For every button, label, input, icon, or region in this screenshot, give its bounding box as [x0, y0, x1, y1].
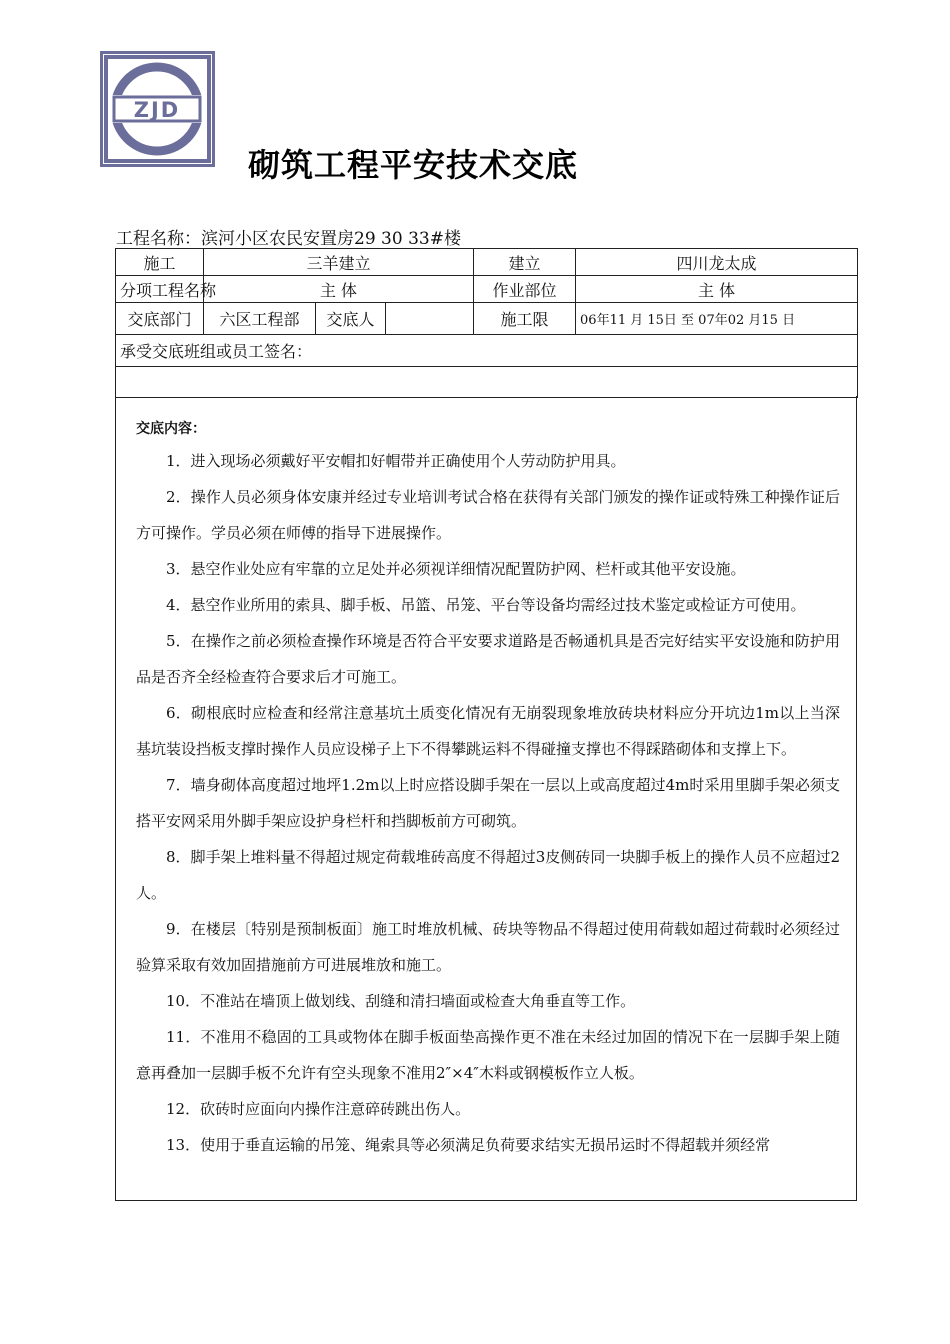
briefer-value	[386, 303, 474, 335]
table-row	[116, 367, 858, 398]
work-location-label: 作业部位	[474, 276, 576, 303]
content-item-12: 12．砍砖时应面向内操作注意碎砖跳出伤人。	[166, 1100, 471, 1118]
content-heading: 交底内容：	[136, 421, 206, 437]
info-table	[115, 248, 858, 398]
table-row	[116, 249, 858, 276]
content-item-7: 7．墙身砌体高度超过地坪1.2m以上时应搭设脚手架在一层以上或高度超过4m时采用里脚手架必须支搭平安网采用外脚手架应设护身栏杆和挡脚板前方可砌筑。	[136, 776, 840, 830]
department-label: 交底部门	[116, 303, 204, 335]
sub-project-label: 分项工程名称	[116, 276, 204, 303]
table-row	[116, 335, 858, 367]
briefer-label: 交底人	[316, 303, 386, 335]
table-row	[116, 276, 858, 303]
content-item-11: 11．不准用不稳固的工具或物体在脚手板面垫高操作更不准在未经过加固的情况下在一层脚手架上随意再叠加一层脚手板不允许有空头现象不准用2″×4″木料或钢模板作立人板。	[136, 1028, 840, 1082]
supervision-label: 建立	[474, 249, 576, 276]
project-name-value: 滨河小区农民安置房29 30 33#楼	[201, 229, 461, 249]
content-item-9: 9．在楼层〔特别是预制板面〕施工时堆放机械、砖块等物品不得超过使用荷载如超过荷载时必须经过验算采取有效加固措施前方可进展堆放和施工。	[136, 920, 840, 974]
content-item-5: 5．在操作之前必须检查操作环境是否符合平安要求道路是否畅通机具是否完好结实平安设施和防护用品是否齐全经检查符合要求后才可施工。	[136, 632, 840, 686]
department-value: 六区工程部	[204, 303, 316, 335]
content-item-8: 8．脚手架上堆料量不得超过规定荷载堆砖高度不得超过3皮侧砖同一块脚手板上的操作人员不应超过2人。	[136, 848, 840, 902]
logo-lettering: ZJD	[133, 98, 181, 122]
content-item-10: 10．不准站在墙顶上做划线、刮缝和清扫墙面或检查大角垂直等工作。	[166, 992, 636, 1010]
content-item-2: 2．操作人员必须身体安康并经过专业培训考试合格在获得有关部门颁发的操作证或特殊工种操作证后方可操作。学员必须在师傅的指导下进展操作。	[136, 488, 840, 542]
work-location-value: 主 体	[576, 276, 858, 303]
signature-label: 承受交底班组或员工签名：	[116, 335, 858, 367]
project-name-line	[116, 224, 461, 249]
content-item-4: 4．悬空作业所用的索具、脚手板、吊篮、吊笼、平台等设备均需经过技术鉴定或检证方可使用。	[166, 596, 806, 614]
content-item-3: 3．悬空作业处应有牢靠的立足处并必须视详细情况配置防护网、栏杆或其他平安设施。	[166, 560, 746, 578]
signature-area	[116, 367, 858, 398]
content-item-13: 13．使用于垂直运输的吊笼、绳索具等必须满足负荷要求结实无损吊运时不得超载并须经常	[166, 1136, 771, 1154]
content-item-1: 1．进入现场必须戴好平安帽扣好帽带并正确使用个人劳动防护用具。	[166, 452, 626, 470]
supervision-value: 四川龙太成	[576, 249, 858, 276]
content-item-6: 6．砌根底时应检查和经常注意基坑土质变化情况有无崩裂现象堆放砖块材料应分开坑边1m以上当深基坑装设挡板支撑时操作人员应设梯子上下不得攀跳运料不得碰撞支撑也不得踩踏砌体和支撑上下。	[136, 704, 840, 758]
document-title: 砌筑工程平安技术交底	[248, 146, 579, 184]
period-label: 施工限	[474, 303, 576, 335]
company-logo	[100, 51, 215, 167]
sub-project-value: 主 体	[204, 276, 474, 303]
project-name-label: 工程名称：	[116, 229, 201, 249]
table-row	[116, 303, 858, 335]
briefing-content	[136, 418, 840, 1163]
construction-label: 施工	[116, 249, 204, 276]
construction-value: 三羊建立	[204, 249, 474, 276]
content-box	[115, 396, 857, 1201]
period-value: 06年11 月 15日 至 07年02 月15 日	[576, 303, 858, 335]
